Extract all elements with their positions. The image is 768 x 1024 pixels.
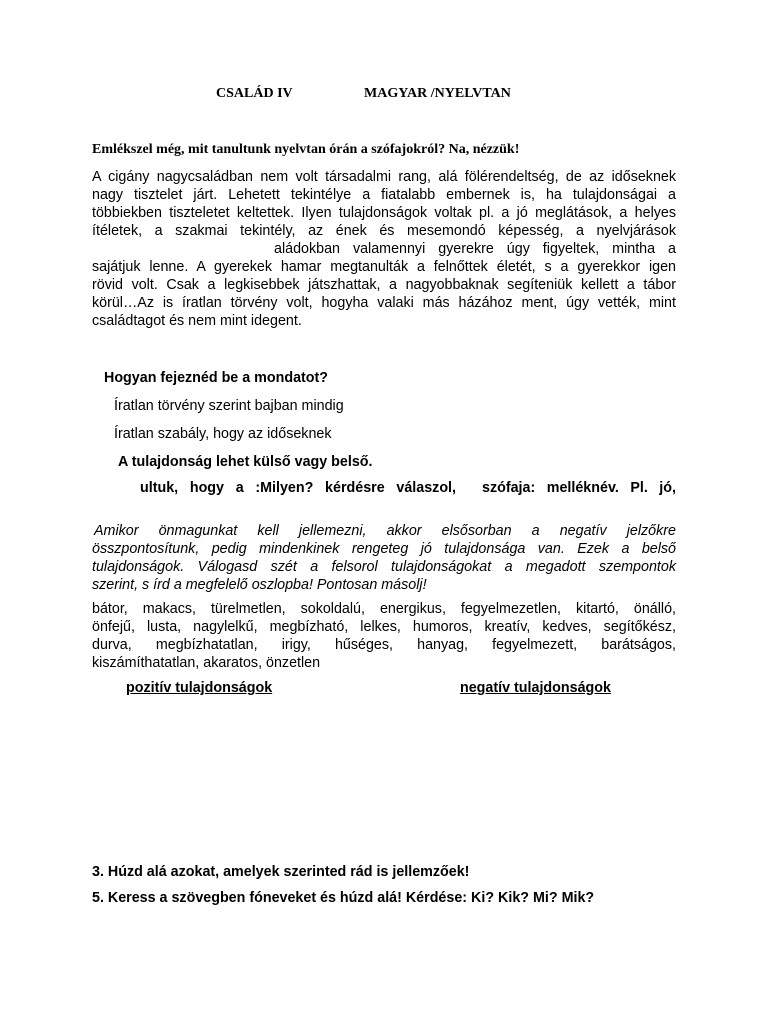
task-5: 5. Keress a szövegben fóneveket és húzd alá! Kérdése: Ki? Kik? Mi? Mik? <box>92 890 595 906</box>
paragraph-1-line: A cigány nagycsaládban nem volt társadalmi rang, alá fölérendeltség, de az időseknek <box>92 169 676 185</box>
paragraph-1-line: ítéletek, a szakmai tekintély, az ének és mesemondó képesség, a nyelvjárások <box>92 223 676 239</box>
property-line-right: szófaja: melléknév. Pl. jó, <box>482 480 676 496</box>
task-3: 3. Húzd alá azokat, amelyek szerinted rád is jellemzőek! <box>92 864 470 880</box>
task-heading: Hogyan fejeznéd be a mondatot? <box>104 370 329 386</box>
intro-question: Emlékszel még, mit tanultunk nyelvtan órán a szófajokról? Na, nézzük! <box>92 142 520 157</box>
instruction-line: szerint, s írd a megfelelő oszlopba! Pontosan másolj! <box>92 577 427 593</box>
paragraph-1-line: családtagot és nem mint idegent. <box>92 313 302 329</box>
word-list-line: bátor, makacs, türelmetlen, sokoldalú, energikus, fegyelmezetlen, kitartó, önálló, <box>92 601 676 617</box>
word-list-line: durva, megbízhatatlan, irigy, hűséges, hanyag, fegyelmezett, barátságos, <box>92 637 676 653</box>
paragraph-1-line: aládokban valamennyi gyerekre úgy figyeltek, mintha a <box>274 241 676 257</box>
paragraph-1-line: nagy tisztelet járt. Lehetett tekintélye a fiatalabb embernek is, ha tulajdonságai a <box>92 187 676 203</box>
property-heading: A tulajdonság lehet külső vagy belső. <box>118 454 373 470</box>
paragraph-1-line: sajátjuk lenne. A gyerekek hamar megtanulták a felnőttek életét, s a gyerekkor igen <box>92 259 676 275</box>
header-right: MAGYAR /NYELVTAN <box>364 86 511 101</box>
instruction-line: összpontosítunk, pedig mindenkinek rengeteg jó tulajdonsága van. Ezek a belső <box>92 541 676 557</box>
paragraph-1-line: rövid volt. Csak a legkisebbek játszhattak, a nagyobbaknak segíteniük kellett a tábor <box>92 277 676 293</box>
sentence-1: Íratlan törvény szerint bajban mindig <box>114 398 344 414</box>
word-list-line: önfejű, lusta, nagylelkű, megbízható, lelkes, humoros, kreatív, kedves, segítőkész, <box>92 619 676 635</box>
column-negative: negatív tulajdonságok <box>460 680 611 696</box>
paragraph-1-line: körül…Az is íratlan törvény volt, hogyha valaki más házához ment, úgy vették, mint <box>92 295 676 311</box>
column-positive: pozitív tulajdonságok <box>126 680 273 696</box>
property-line-left: ultuk, hogy a :Milyen? kérdésre válaszol, <box>140 480 456 496</box>
header-left: CSALÁD IV <box>216 86 293 101</box>
word-list-line: kiszámíthatatlan, akaratos, önzetlen <box>92 655 321 671</box>
instruction-line: tulajdonságok. Válogasd szét a felsorol tulajdonságokat a megadott szempontok <box>92 559 676 575</box>
instruction-line: Amikor önmagunkat kell jellemezni, akkor elsősorban a negatív jelzőkre <box>94 523 676 539</box>
sentence-2: Íratlan szabály, hogy az időseknek <box>114 426 332 442</box>
paragraph-1-line: többiekben tiszteletet keltettek. Ilyen tulajdonságok voltak pl. a jó meglátások, a helyes <box>92 205 676 221</box>
